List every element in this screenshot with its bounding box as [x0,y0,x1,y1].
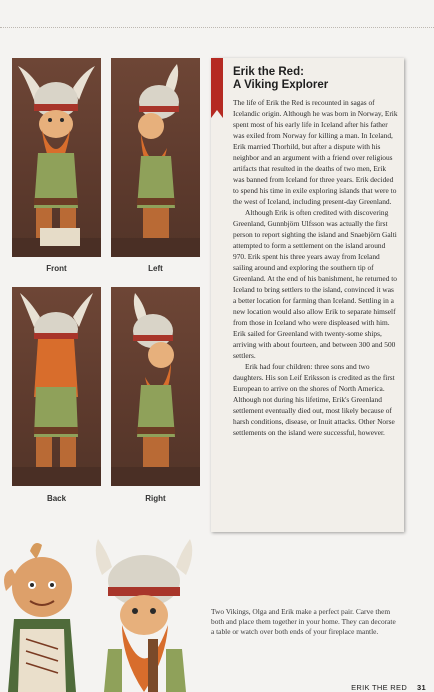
sidebar-title [233,66,398,92]
red-ribbon-bookmark [211,58,223,118]
viking-carving-front-image [12,58,101,257]
caption-left: Left [148,264,163,273]
footer-page-number: 31 [417,683,426,692]
photo-left [111,58,200,257]
two-vikings-image [0,539,205,692]
photo-front [12,58,101,257]
sidebar-box [211,58,404,532]
photo-olga-and-erik [0,539,205,692]
page-footer [351,683,426,692]
photo-back [12,287,101,486]
photo-caption-text: Two Vikings, Olga and Erik make a perfect pair. Carve them both and place them together in your home. They can decorate a table or watch over both ends of your fireplace mantle. [211,607,396,636]
sidebar-title-line-1: Erik the Red: [233,66,304,78]
sidebar-paragraph-2: Although Erik is often credited with discovering Greenland, Gunnbjörn Ulfsson was actually the first person to report sighting the island and Snaebjörn Galti attempted to form a settlement on the island around 970. Erik spent his three years away from Iceland sailing around and exploring the southern tip of Greenland. At the end of his banishment, he returned to Iceland to bring settlers to the island, convinced it was a better location for farming than Iceland. Settling in a new location would also allow Erik to separate himself from those in Iceland who were displeased with him. Erik sailed for Greenland with twenty-some ships, arriving with about fourteen, and between 300 and 500 settlers. [233,208,397,360]
sidebar-title-line-2: A Viking Explorer [233,79,329,91]
sidebar-body [233,97,398,438]
caption-front: Front [46,264,67,273]
caption-right: Right [145,494,166,503]
caption-back: Back [46,494,67,503]
ribbon-shape [211,58,223,118]
viking-carving-back-image [12,287,101,486]
footer-section-title: ERIK THE RED [351,683,408,692]
viking-carving-right-image [111,287,200,486]
viking-carving-left-image [111,58,200,257]
sidebar-paragraph-3: Erik had four children: three sons and two daughters. His son Leif Eriksson is credited as the first European to arrive on the shores of North America. Although not during his lifetime, Erik's Greenland settlement eventually died out, most likely because of harsh conditions, disease, or Inuit attacks. Other Norse settlements on the island were successful, however. [233,362,395,437]
photo-right [111,287,200,486]
top-dotted-rule [0,27,434,28]
sidebar-paragraph-1: The life of Erik the Red is recounted in sagas of Icelandic origin. Although he was born in Norway, Erik spent most of his early life in Iceland after his father was exiled from Norway for killing a man. In Iceland, Erik married Thorhild, but after a dispute with his neighbor and an argument with a friend over religious artifacts that resulted in the deaths of two men, Erik was banned from Iceland for three years. Erik decided to spend his time in exile exploring islands that were to the west of Iceland, including present-day Greenland. [233,98,398,206]
